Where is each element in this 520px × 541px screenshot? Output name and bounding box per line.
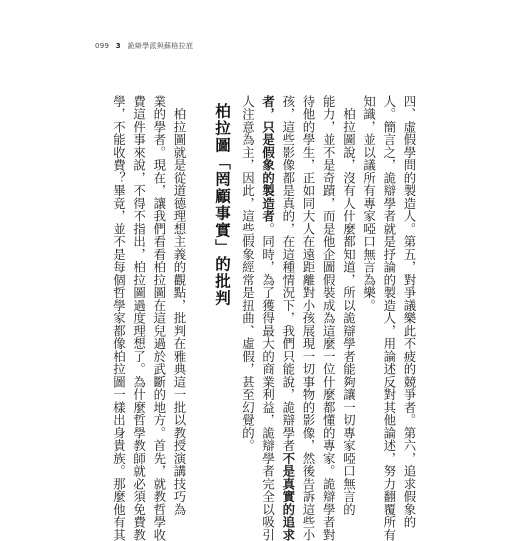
text-run: 業的學者。現在，讓我們看看柏拉圖在這兒過於武斷的地方。首先，就教哲學收 bbox=[152, 95, 167, 541]
bold-text: 不是真實的追求 bbox=[281, 452, 296, 541]
text-column bbox=[111, 95, 125, 541]
text-column bbox=[382, 95, 396, 541]
text-column bbox=[240, 95, 254, 452]
text-run: 學，不能收費？畢竟，並不是每個哲學家都像柏拉圖一樣出身貴族。那麼他有其 bbox=[111, 95, 126, 541]
text-column bbox=[362, 95, 376, 312]
text-column bbox=[402, 95, 416, 529]
text-column bbox=[261, 95, 275, 541]
text-run: 人注意為主，因此，這些假象經常是扭曲、虛假，甚至幻覺的。 bbox=[240, 95, 255, 452]
text-run: 柏拉圖就是從道德理想主義的觀點，批判在雅典這一批以教授演講技巧為 bbox=[172, 95, 187, 516]
chapter-title: 詭辯學派與蘇格拉底 bbox=[128, 42, 194, 50]
text-run: 費這件事來說，不得不指出，柏拉圖過度理想了。為什麼哲學教師就必須免費教 bbox=[132, 95, 147, 541]
chapter-number: 3 bbox=[116, 42, 121, 50]
text-column bbox=[172, 95, 186, 516]
page-number: 099 bbox=[95, 42, 109, 50]
text-column bbox=[341, 95, 355, 516]
text-run: 四、虛假學問的製造人。第五，對爭議樂此不疲的競爭者。第六，追求假象的 bbox=[402, 95, 417, 529]
text-column bbox=[321, 95, 335, 541]
text-run: 待他的學生，正如同大人在遠距離對小孩展現一切事物的影像，然後告訴這些小 bbox=[301, 95, 316, 541]
text-run: 柏拉圖說，沒有人什麼都知道，所以詭辯學者能夠讓一切專家啞口無言的 bbox=[341, 95, 356, 516]
bold-text: 者，只是假象的製造者 bbox=[261, 95, 276, 223]
text-run: 。同時，為了獲得最大的商業利益，詭辯學者完全以吸引 bbox=[261, 223, 276, 541]
text-run: 人。簡言之，詭辯學者就是抒論的製造人，用論述反對其他論述，努力翻覆所有 bbox=[382, 95, 397, 541]
text-column bbox=[281, 95, 295, 541]
text-run: 能力，並不是奇蹟，而是他企圖假裝成為這麼一位什麼都懂的專家。詭辯學者對 bbox=[321, 95, 336, 541]
section-heading: 柏拉圖「罔顧事實」的批判 bbox=[212, 103, 232, 307]
text-column bbox=[132, 95, 146, 541]
text-run: 知識，並以議所有專家啞口無言為樂。 bbox=[362, 95, 377, 312]
text-run: 孩，這些影像都是真的，在這種情況下，我們只能說，詭辯學者 bbox=[281, 95, 296, 452]
text-column bbox=[152, 95, 166, 541]
text-column bbox=[301, 95, 315, 541]
